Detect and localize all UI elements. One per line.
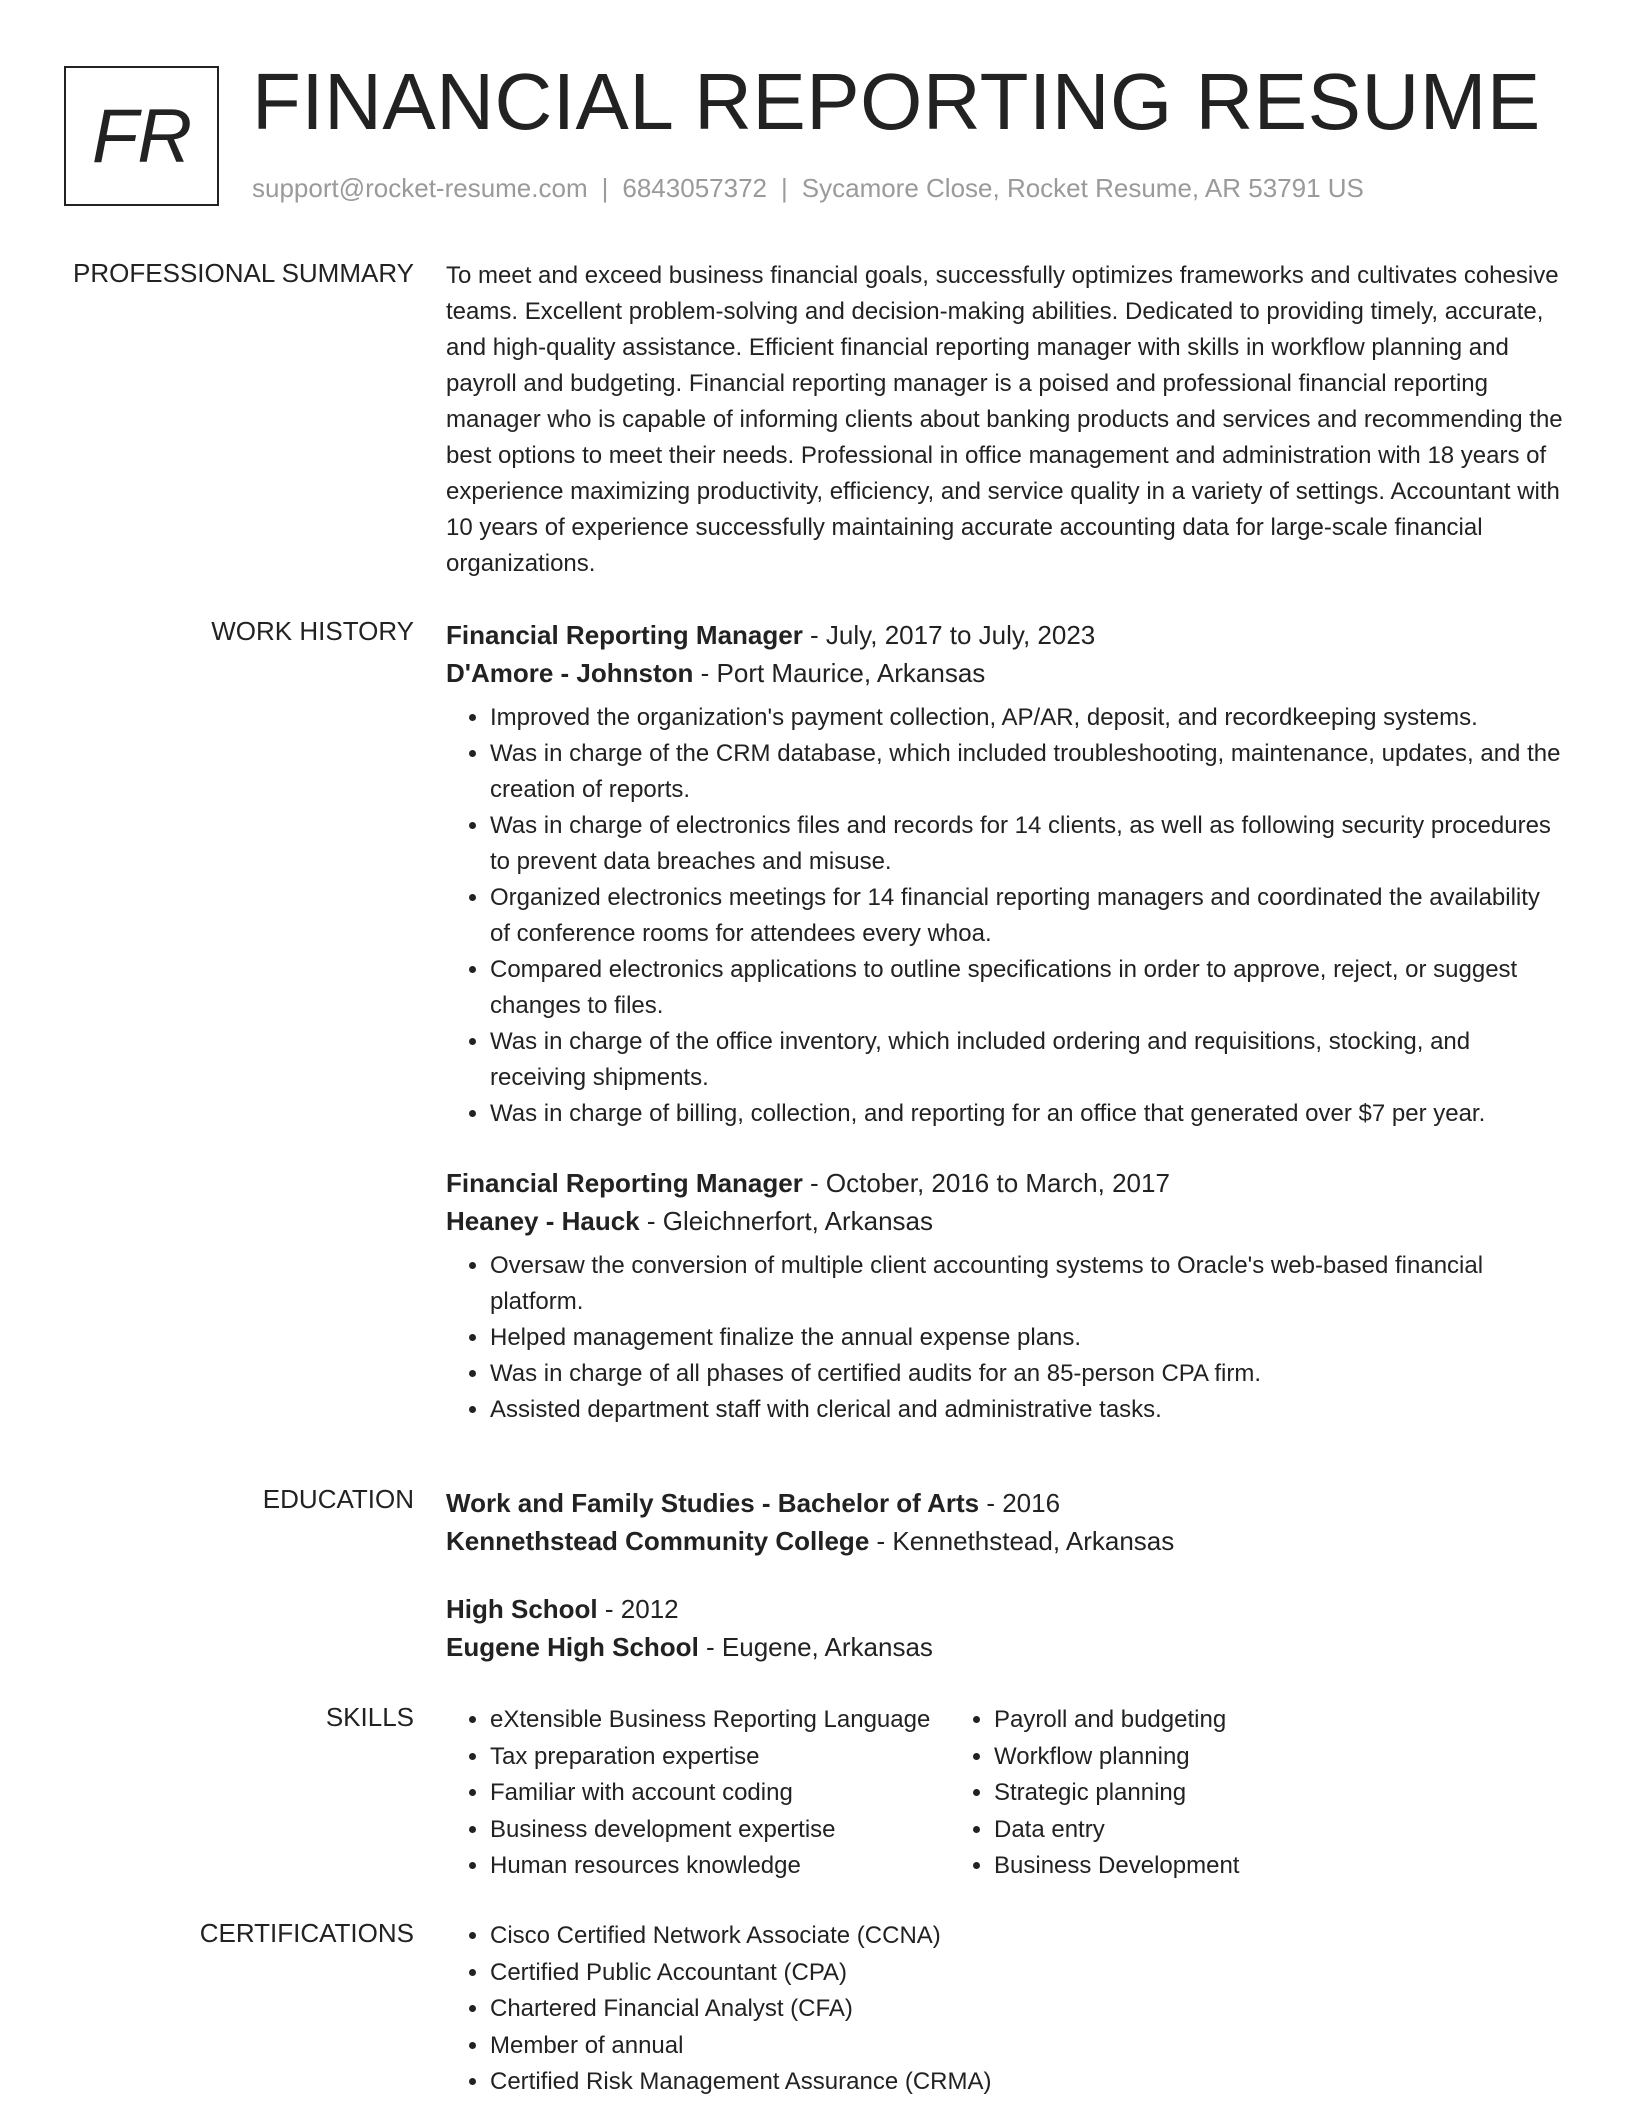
- section-label-skills: SKILLS: [325, 1702, 414, 1732]
- section-label-certifications: CERTIFICATIONS: [199, 1918, 414, 1948]
- list-item: • Member of annual: [490, 2028, 1564, 2065]
- skills-columns: [446, 1702, 1564, 1885]
- list-item: • Data entry: [994, 1812, 1510, 1849]
- job-bullets: [446, 700, 1564, 1132]
- monogram-box: [64, 66, 219, 206]
- skills-list-right: [950, 1702, 1510, 1885]
- list-item: • Workflow planning: [994, 1739, 1510, 1776]
- degree-line: [446, 1590, 1564, 1628]
- list-item: • Improved the organization's payment collection, AP/AR, deposit, and recordkeeping systems.: [490, 700, 1564, 736]
- list-item: • Business development expertise: [490, 1812, 950, 1849]
- school-location: - Kennethstead, Arkansas: [869, 1526, 1175, 1556]
- section-label-education: EDUCATION: [262, 1484, 414, 1514]
- section-label-summary: PROFESSIONAL SUMMARY: [73, 258, 414, 288]
- degree-year: - 2012: [597, 1594, 679, 1624]
- degree-year: - 2016: [979, 1488, 1061, 1518]
- summary-text: To meet and exceed business financial goals, successfully optimizes frameworks and cultivates cohesive teams. Excellent problem-solving and decision-making abilities. Dedicated to providing timely, accurate, and high-quality assistance. Efficient financial reporting manager with skills in workflow planning and payroll and budgeting. Financial reporting manager is a poised and professional financial reporting manager who is capable of informing clients about banking products and services and recommending the best options to meet their needs. Professional in office management and administration with 18 years of experience maximizing productivity, efficiency, and service quality in a variety of settings. Accountant with 10 years of experience successfully maintaining accurate accounting data for large-scale financial organizations.: [446, 262, 1563, 577]
- school-location: - Eugene, Arkansas: [698, 1632, 933, 1662]
- contact-address: Sycamore Close, Rocket Resume, AR 53791 US: [801, 173, 1364, 203]
- school-line: [446, 1628, 1564, 1666]
- education-entry: [446, 1590, 1564, 1666]
- education-entry: [446, 1484, 1564, 1560]
- degree: Work and Family Studies - Bachelor of Arts: [446, 1488, 980, 1518]
- contact-phone[interactable]: 6843057372: [622, 173, 767, 203]
- school-line: [446, 1522, 1564, 1560]
- job-company: D'Amore - Johnston: [446, 658, 694, 688]
- contact-separator: |: [781, 173, 788, 203]
- job-company-line: [446, 654, 1564, 692]
- job-title: Financial Reporting Manager: [446, 1168, 803, 1198]
- job-title-line: [446, 616, 1564, 654]
- job-title-line: [446, 1164, 1564, 1202]
- list-item: • Was in charge of the CRM database, which included troubleshooting, maintenance, updates, and the creation of reports.: [490, 736, 1564, 808]
- list-item: • eXtensible Business Reporting Language: [490, 1702, 950, 1739]
- contact-separator: |: [601, 173, 609, 203]
- summary-body: [446, 258, 1564, 582]
- list-item: • Organized electronics meetings for 14 financial reporting managers and coordinated the availability of conference rooms for attendees every whoa.: [490, 880, 1564, 952]
- job-entry: [446, 616, 1564, 1132]
- list-item: • Cisco Certified Network Associate (CCNA): [490, 1918, 1564, 1955]
- skills-body: [446, 1702, 1564, 1885]
- list-item: • Human resources knowledge: [490, 1848, 950, 1885]
- school: Kennethstead Community College: [446, 1526, 870, 1556]
- work-body: [446, 616, 1564, 1428]
- job-company: Heaney - Hauck: [446, 1206, 640, 1236]
- job-bullets: [446, 1248, 1564, 1428]
- list-item: • Was in charge of billing, collection, and reporting for an office that generated over $7 per year.: [490, 1096, 1564, 1132]
- section-label-work: WORK HISTORY: [211, 616, 414, 646]
- list-item: • Payroll and budgeting: [994, 1702, 1510, 1739]
- school: Eugene High School: [446, 1632, 699, 1662]
- list-item: • Certified Risk Management Assurance (CRMA): [490, 2064, 1564, 2101]
- education-body: [446, 1484, 1564, 1666]
- list-item: • Business Development: [994, 1848, 1510, 1885]
- job-title: Financial Reporting Manager: [446, 620, 803, 650]
- job-dates: - October, 2016 to March, 2017: [802, 1168, 1170, 1198]
- list-item: • Was in charge of all phases of certified audits for an 85-person CPA firm.: [490, 1356, 1564, 1392]
- certifications-list: [446, 1918, 1564, 2101]
- job-location: - Gleichnerfort, Arkansas: [639, 1206, 933, 1236]
- list-item: • Oversaw the conversion of multiple client accounting systems to Oracle's web-based financial platform.: [490, 1248, 1564, 1320]
- list-item: • Certified Public Accountant (CPA): [490, 1955, 1564, 1992]
- degree-line: [446, 1484, 1564, 1522]
- list-item: • Strategic planning: [994, 1775, 1510, 1812]
- list-item: • Familiar with account coding: [490, 1775, 950, 1812]
- job-location: - Port Maurice, Arkansas: [693, 658, 986, 688]
- skills-list-left: [446, 1702, 950, 1885]
- list-item: • Assisted department staff with clerical and administrative tasks.: [490, 1392, 1564, 1428]
- contact-email[interactable]: support@rocket-resume.com: [252, 173, 588, 203]
- list-item: • Was in charge of electronics files and records for 14 clients, as well as following security procedures to prevent data breaches and misuse.: [490, 808, 1564, 880]
- degree: High School: [446, 1594, 598, 1624]
- list-item: • Chartered Financial Analyst (CFA): [490, 1991, 1564, 2028]
- list-item: • Compared electronics applications to outline specifications in order to approve, reject, or suggest changes to files.: [490, 952, 1564, 1024]
- job-company-line: [446, 1202, 1564, 1240]
- certifications-body: [446, 1918, 1564, 2101]
- monogram-initials: FR: [91, 93, 192, 179]
- job-dates: - July, 2017 to July, 2023: [802, 620, 1096, 650]
- job-entry: [446, 1164, 1564, 1428]
- list-item: • Was in charge of the office inventory, which included ordering and requisitions, stocking, and receiving shipments.: [490, 1024, 1564, 1096]
- resume-title: FINANCIAL REPORTING RESUME: [252, 57, 1541, 146]
- contact-line: [252, 173, 1364, 204]
- list-item: • Helped management finalize the annual expense plans.: [490, 1320, 1564, 1356]
- list-item: • Tax preparation expertise: [490, 1739, 950, 1776]
